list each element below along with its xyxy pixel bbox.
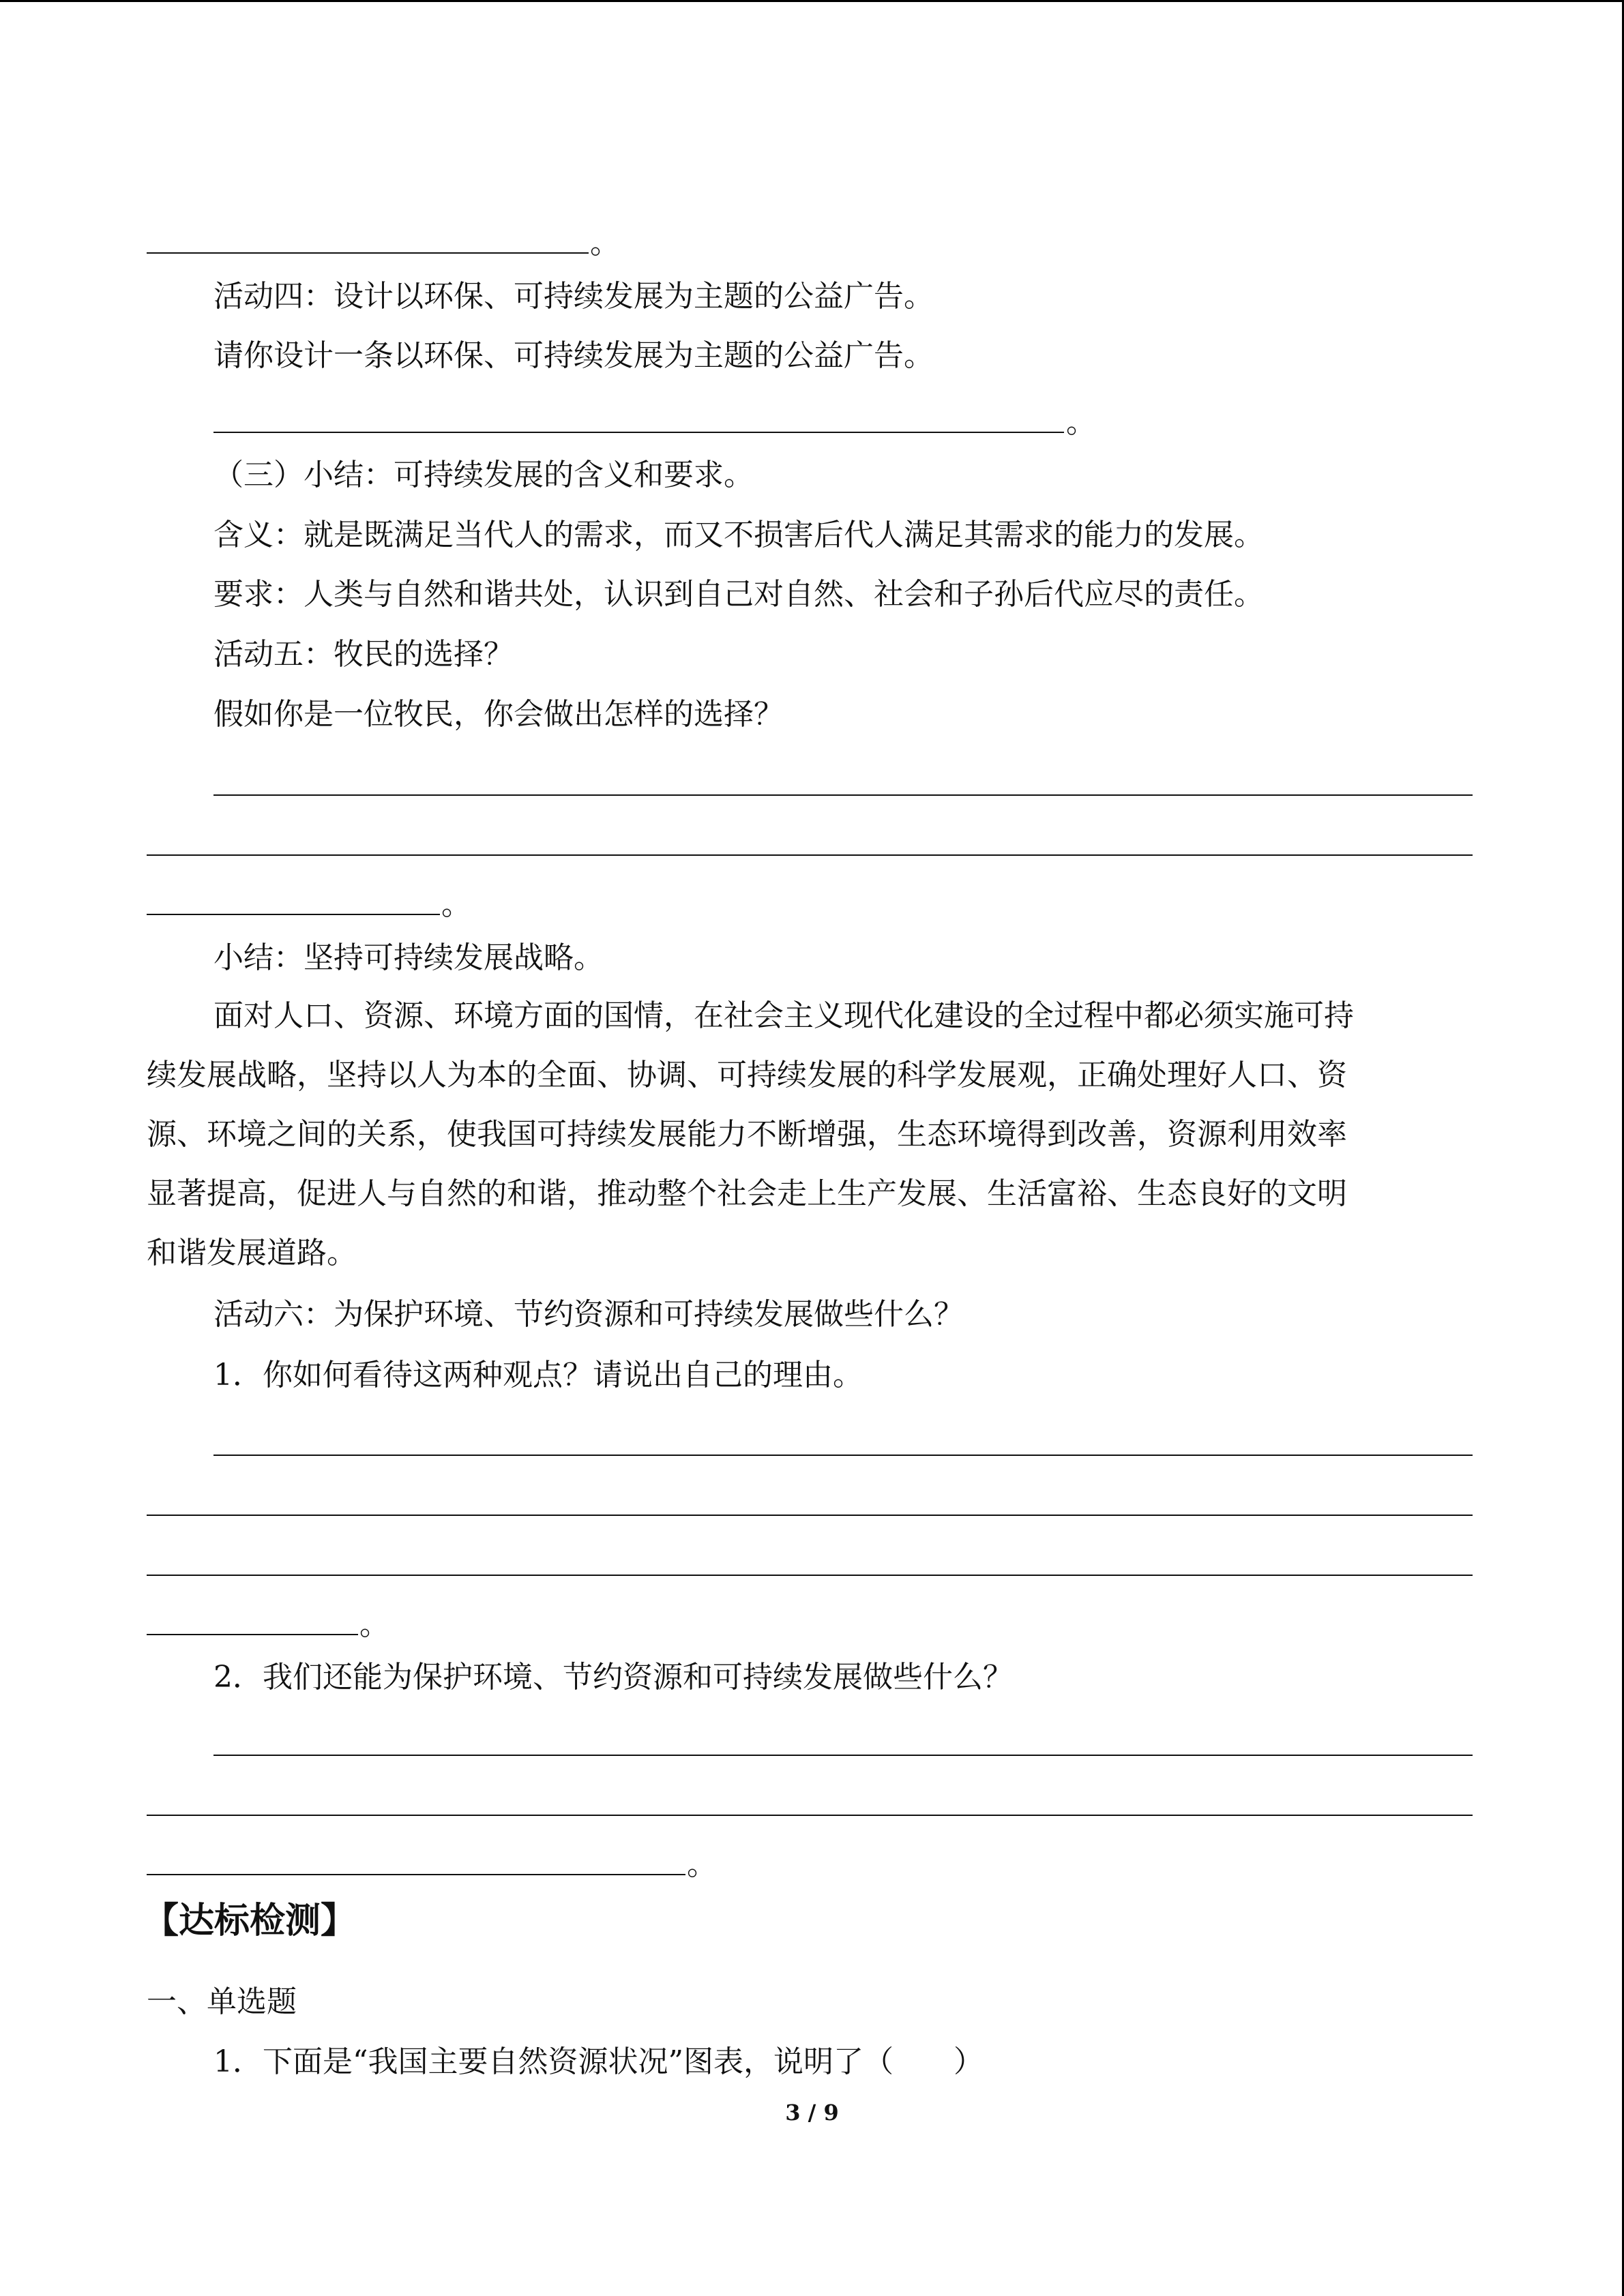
answer-blank[interactable] xyxy=(147,914,440,915)
summary3-meaning: 含义：就是既满足当代人的需求，而又不损害后代人满足其需求的能力的发展。 xyxy=(213,518,1264,552)
activity6-q2: 2．我们还能为保护环境、节约资源和可持续发展做些什么？ xyxy=(213,1660,1013,1695)
period-mark: 。 xyxy=(687,1847,717,1882)
activity4-title: 活动四：设计以环保、可持续发展为主题的公益广告。 xyxy=(213,279,934,314)
period-mark: 。 xyxy=(1066,405,1096,440)
answer-blank[interactable] xyxy=(147,854,1473,856)
question-1: 1．下面是“我国主要自然资源状况”图表，说明了（ ） xyxy=(213,2044,984,2079)
assessment-heading: 【达标检测】 xyxy=(143,1900,357,1941)
strategy-para-line: 源、环境之间的关系，使我国可持续发展能力不断增强，生态环境得到改善，资源利用效率 xyxy=(147,1117,1347,1152)
answer-blank[interactable] xyxy=(213,1455,1473,1456)
strategy-para-line: 面对人口、资源、环境方面的国情，在社会主义现代化建设的全过程中都必须实施可持 xyxy=(213,998,1354,1033)
activity5-title: 活动五：牧民的选择？ xyxy=(213,637,514,672)
strategy-para-line: 续发展战略，坚持以人为本的全面、协调、可持续发展的科学发展观，正确处理好人口、资 xyxy=(147,1058,1347,1092)
activity5-prompt: 假如你是一位牧民，你会做出怎样的选择？ xyxy=(213,697,784,732)
answer-blank[interactable] xyxy=(147,252,589,254)
answer-blank[interactable] xyxy=(147,1634,358,1635)
period-mark: 。 xyxy=(590,226,620,260)
answer-blank[interactable] xyxy=(213,432,1064,433)
strategy-title: 小结：坚持可持续发展战略。 xyxy=(213,940,604,975)
answer-blank[interactable] xyxy=(213,1755,1473,1756)
page-border-top xyxy=(0,0,1624,2)
summary3-requirement: 要求：人类与自然和谐共处，认识到自己对自然、社会和子孙后代应尽的责任。 xyxy=(213,577,1264,612)
period-mark: 。 xyxy=(359,1607,389,1642)
activity6-title: 活动六：为保护环境、节约资源和可持续发展做些什么？ xyxy=(213,1297,964,1332)
period-mark: 。 xyxy=(441,887,471,922)
answer-blank[interactable] xyxy=(147,1874,685,1875)
activity4-prompt: 请你设计一条以环保、可持续发展为主题的公益广告。 xyxy=(213,338,934,373)
page-number: 3 / 9 xyxy=(785,2100,839,2126)
activity6-q1: 1．你如何看待这两种观点？请说出自己的理由。 xyxy=(213,1358,863,1392)
answer-blank[interactable] xyxy=(147,1515,1473,1516)
answer-blank[interactable] xyxy=(147,1815,1473,1816)
summary3-title: （三）小结：可持续发展的含义和要求。 xyxy=(213,458,754,492)
answer-blank[interactable] xyxy=(213,794,1473,796)
strategy-para-line: 显著提高，促进人与自然的和谐，推动整个社会走上生产发展、生活富裕、生态良好的文明 xyxy=(147,1176,1347,1211)
section-title: 一、单选题 xyxy=(147,1984,297,2019)
answer-blank[interactable] xyxy=(147,1575,1473,1576)
strategy-para-line: 和谐发展道路。 xyxy=(147,1236,357,1270)
